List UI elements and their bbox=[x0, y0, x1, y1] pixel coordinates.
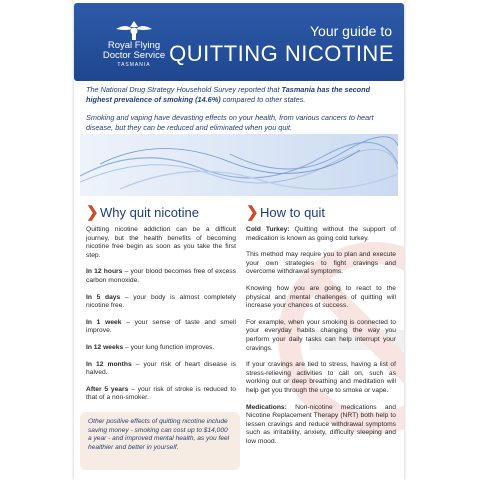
logo-text-line2: Doctor Service bbox=[102, 50, 166, 61]
intro-text bbox=[86, 85, 394, 141]
callout-text: Other positive effects of quitting nicotine include saving money - smoking can cost up to $14,000 a year - and improved mental health, as you feel healthier and better in yourself. bbox=[88, 418, 230, 451]
benefit-item: In 12 weeks – your lung function improves. bbox=[86, 343, 215, 351]
cold-turkey-paragraph: Cold Turkey: Quitting without the support of medication is known as going cold turkey. bbox=[246, 226, 396, 242]
benefit-item: In 12 hours – your blood becomes free of excess carbon monoxide. bbox=[86, 268, 236, 284]
wings-crown-icon bbox=[114, 17, 154, 41]
callout-box bbox=[80, 412, 240, 470]
benefit-item: In 1 week – your sense of taste and smell improve. bbox=[86, 318, 236, 335]
how-to-quit-column bbox=[246, 226, 396, 454]
benefit-item: In 5 days – your body is almost completely nicotine free. bbox=[86, 293, 236, 310]
paragraph: For example, when your smoking is connected to your everyday habits changing the way you perform your daily tasks can help interrupt your cravings. bbox=[246, 318, 396, 352]
chevron-right-icon: ❯ bbox=[86, 204, 99, 221]
medications-paragraph: Medications: Non-nicotine medications and Nicotine Replacement Therapy (NRT) both help to lessen cravings and reduce withdrawal symptoms such as irritability, anxiety, difficulty sleeping and low mood. bbox=[246, 403, 396, 445]
paragraph: If your cravings are tied to stress, having a list of stress-relieving activities to call on, such as working out or deep breathing and meditation will help get you through the urge to smoke or vape. bbox=[246, 361, 396, 394]
intro-paragraph-2: Smoking and vaping have devasting effects on your health, from various cancers to heart disease, but they can be reduced and eliminated when you quit. bbox=[86, 113, 374, 132]
why-quit-column bbox=[86, 226, 236, 411]
paragraph: Knowing how you are going to react to the physical and mental challenges of quitting will increase your chances of success. bbox=[246, 284, 396, 310]
intro-paragraph-1: The National Drug Strategy Household Survey reported that Tasmania has the second highest prevalence of smoking (14.6%) compared to other states. bbox=[86, 85, 371, 104]
benefit-item: In 12 months – your risk of heart disease is halved. bbox=[86, 360, 236, 377]
rfds-logo bbox=[88, 17, 180, 77]
logo-text-line1: Royal Flying bbox=[107, 40, 161, 51]
why-quit-intro: Quitting nicotine addiction can be a difficult journey, but the health benefits of becoming nicotine free begin as soon as you take the first step. bbox=[86, 226, 236, 259]
chevron-right-icon: ❯ bbox=[246, 204, 259, 221]
how-to-quit-heading: ❯How to quit bbox=[246, 204, 326, 221]
smoke-wave-graphic bbox=[80, 134, 398, 196]
guide-label: Your guide to bbox=[310, 23, 392, 39]
paragraph: This method may require you to plan and execute your own strategies to fight cravings and overcome withdrawal symptoms. bbox=[246, 251, 396, 276]
why-quit-heading: ❯Why quit nicotine bbox=[86, 204, 199, 221]
page-title: QUITTING NICOTINE bbox=[169, 41, 394, 66]
document-page bbox=[74, 0, 404, 480]
benefit-item: After 5 years – your risk of stroke is reduced to that of a non-smoker. bbox=[86, 385, 236, 402]
header-banner bbox=[74, 3, 404, 81]
logo-text-line3: TASMANIA bbox=[117, 62, 151, 68]
